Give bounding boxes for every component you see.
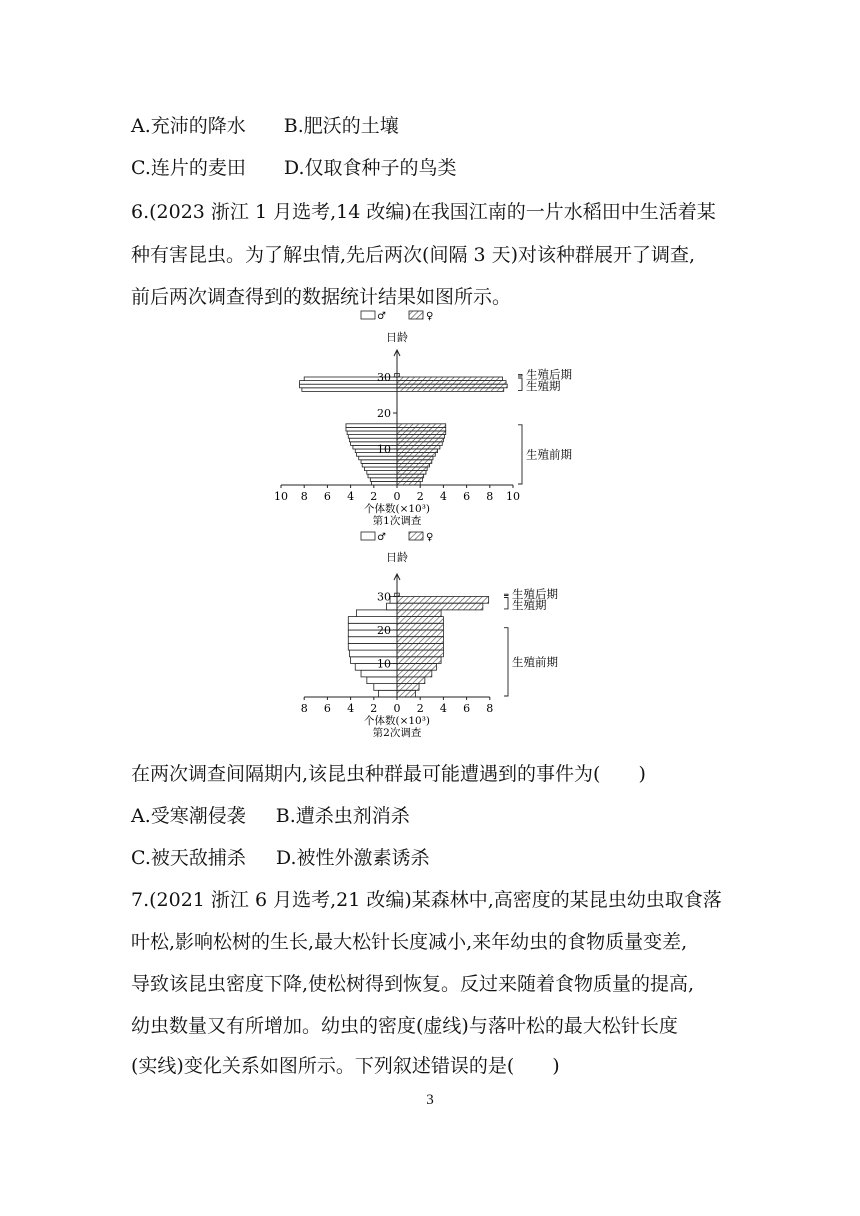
x-tick-label: 4 xyxy=(439,490,447,503)
x-tick-label: 4 xyxy=(347,490,355,503)
bar-female xyxy=(397,424,446,428)
bar-male xyxy=(374,684,397,691)
bar-female xyxy=(397,670,432,677)
q7-stem-line-3: 导致该昆虫密度下降,使松树得到恢复。反过来随着食物质量的提高, xyxy=(131,973,695,995)
legend-female-label: ♀ xyxy=(426,532,434,543)
legend-male-swatch xyxy=(361,311,375,319)
bar-female xyxy=(397,388,504,392)
x-tick-label: 8 xyxy=(300,490,308,503)
q6-options-row-2 xyxy=(131,846,430,870)
legend-male-swatch xyxy=(361,532,375,540)
x-tick-label: 6 xyxy=(323,702,331,715)
y-axis-label: 日龄 xyxy=(386,551,408,564)
y-tick-label: 30 xyxy=(377,590,391,604)
bar-female xyxy=(397,438,443,442)
x-tick-label: 2 xyxy=(416,702,424,715)
q6-question: 在两次调查间隔期内,该昆虫种群最可能遭遇到的事件为( ) xyxy=(131,763,646,785)
y-tick-label: 10 xyxy=(377,443,391,456)
bar-male xyxy=(348,643,397,650)
stage-bracket xyxy=(518,425,522,484)
stage-label: 生殖期 xyxy=(526,379,561,394)
bar-male xyxy=(359,456,397,460)
bar-male xyxy=(365,467,397,471)
x-tick-label: 0 xyxy=(393,702,401,715)
bar-female xyxy=(397,478,423,482)
bar-female xyxy=(397,637,443,644)
bar-female xyxy=(397,474,424,478)
bar-female xyxy=(397,460,432,464)
bar-male xyxy=(348,637,397,644)
bar-male xyxy=(367,471,397,475)
q6-option-b[interactable]: B.遭杀虫剂消杀 xyxy=(275,805,410,827)
y-tick-label: 10 xyxy=(377,657,391,671)
bar-female xyxy=(397,442,442,446)
bar-female xyxy=(397,449,438,453)
q5-option-b[interactable]: B.肥沃的土壤 xyxy=(283,115,399,137)
y-axis-label: 日龄 xyxy=(386,331,408,344)
x-tick-label: 2 xyxy=(370,490,378,503)
y-tick-label: 20 xyxy=(377,624,391,637)
y-tick-label: 30 xyxy=(377,371,391,384)
x-tick-label: 6 xyxy=(463,490,471,503)
bar-female xyxy=(397,597,489,604)
stage-bracket xyxy=(504,628,508,696)
bar-female xyxy=(397,481,420,485)
bar-male xyxy=(349,438,397,442)
bar-female xyxy=(397,377,503,381)
legend-male-label: ♂ xyxy=(377,311,386,322)
q6-option-c[interactable]: C.被天敌捕杀 xyxy=(131,847,246,869)
legend-female-swatch xyxy=(409,532,423,540)
q6-stem-line-3: 前后两次调查得到的数据统计结果如图所示。 xyxy=(131,286,512,308)
stage-bracket xyxy=(518,374,522,376)
x-tick-label: 2 xyxy=(416,490,424,503)
bar-male xyxy=(362,463,397,467)
bar-female xyxy=(397,445,440,449)
x-tick-label: 8 xyxy=(486,702,494,715)
bar-female xyxy=(397,427,446,431)
bar-male xyxy=(378,690,397,697)
bar-male xyxy=(370,478,397,482)
bar-male xyxy=(348,617,397,624)
y-tick-label: 20 xyxy=(377,407,391,420)
q7-stem-line-4: 幼虫数量又有所增加。幼虫的密度(虚线)与落叶松的最大松针长度 xyxy=(131,1015,678,1037)
q6-stem-line-1: 6.(2023 浙江 1 月选考,14 改编)在我国江南的一片水稻田中生活着某 xyxy=(131,201,716,223)
x-axis-label: 个体数(×10³) xyxy=(363,503,431,515)
q6-option-d[interactable]: D.被性外激素诱杀 xyxy=(275,847,430,869)
bar-male xyxy=(302,388,397,392)
bar-male xyxy=(361,670,397,677)
bar-male xyxy=(347,431,397,435)
bar-female xyxy=(397,630,443,637)
bar-female xyxy=(397,431,446,435)
bar-female xyxy=(397,603,483,610)
x-tick-label: 10 xyxy=(274,490,288,503)
bar-female xyxy=(397,643,443,650)
stage-bracket xyxy=(504,598,508,609)
q6-stem-line-2: 种有害昆虫。为了解虫情,先后两次(间隔 3 天)对该种群展开了调查, xyxy=(131,244,696,266)
bar-male xyxy=(300,384,397,388)
bar-female xyxy=(397,690,416,697)
bar-female xyxy=(397,610,441,617)
bar-female xyxy=(397,456,433,460)
x-tick-label: 0 xyxy=(393,490,401,503)
bar-male xyxy=(387,603,397,610)
bar-female xyxy=(397,657,441,664)
x-tick-label: 10 xyxy=(506,490,520,503)
legend-male-label: ♂ xyxy=(377,532,386,543)
q7-stem-line-5: (实线)变化关系如图所示。下列叙述错误的是( ) xyxy=(131,1055,560,1077)
stage-label: 生殖后期 xyxy=(512,587,558,602)
bar-female xyxy=(397,453,435,457)
bar-male xyxy=(361,460,397,464)
x-axis-label: 个体数(×10³) xyxy=(363,715,431,727)
stage-bracket xyxy=(504,594,508,595)
q6-option-a[interactable]: A.受寒潮侵袭 xyxy=(131,805,246,827)
bar-female xyxy=(397,664,436,671)
chart-title: 第1次调查 xyxy=(372,515,422,527)
bar-male xyxy=(371,481,397,485)
bar-male xyxy=(348,435,397,439)
q5-options-row-1 xyxy=(131,114,399,138)
bar-female xyxy=(397,677,425,684)
age-pyramid-chart-1 xyxy=(260,305,572,533)
bar-male xyxy=(367,677,397,684)
q5-option-a[interactable]: A.充沛的降水 xyxy=(131,115,246,137)
q5-option-c[interactable]: C.连片的麦田 xyxy=(131,157,246,179)
bar-female xyxy=(397,435,445,439)
age-pyramid-chart-2 xyxy=(260,530,560,752)
stage-bracket xyxy=(518,378,522,390)
q5-options-row-2 xyxy=(131,156,457,180)
legend-female-swatch xyxy=(409,311,423,319)
bar-male xyxy=(356,610,397,617)
bar-female xyxy=(397,684,419,691)
q7-stem-line-1: 7.(2021 浙江 6 月选考,21 改编)某森林中,高密度的某昆虫幼虫取食落 xyxy=(131,889,722,911)
x-tick-label: 4 xyxy=(439,702,447,715)
bar-male xyxy=(349,650,397,657)
stage-label: 生殖后期 xyxy=(526,367,572,382)
bar-female xyxy=(397,384,507,388)
bar-male xyxy=(368,474,397,478)
q7-stem-line-2: 叶松,影响松树的生长,最大松针长度减小,来年幼虫的食物质量变差, xyxy=(131,931,688,953)
bar-female xyxy=(397,381,506,385)
bar-female xyxy=(397,471,426,475)
bar-male xyxy=(390,597,397,604)
bar-female xyxy=(397,617,443,624)
q5-option-d[interactable]: D.仅取食种子的鸟类 xyxy=(283,157,457,179)
stage-label: 生殖期 xyxy=(512,598,547,613)
q6-options-row-1 xyxy=(131,804,410,828)
x-tick-label: 6 xyxy=(323,490,331,503)
bar-female xyxy=(397,623,443,630)
bar-female xyxy=(397,467,427,471)
stage-label: 生殖前期 xyxy=(526,447,572,462)
bar-female xyxy=(397,650,443,657)
bar-female xyxy=(397,463,429,467)
bar-male xyxy=(346,424,397,428)
bar-male xyxy=(346,427,397,431)
x-tick-label: 2 xyxy=(370,702,378,715)
x-tick-label: 8 xyxy=(300,702,308,715)
x-tick-label: 8 xyxy=(486,490,494,503)
chart-title: 第2次调查 xyxy=(372,727,422,739)
stage-label: 生殖前期 xyxy=(512,654,558,669)
x-tick-label: 6 xyxy=(463,702,471,715)
page-number: 3 xyxy=(426,1092,434,1108)
x-tick-label: 4 xyxy=(347,702,355,715)
legend-female-label: ♀ xyxy=(426,311,434,322)
